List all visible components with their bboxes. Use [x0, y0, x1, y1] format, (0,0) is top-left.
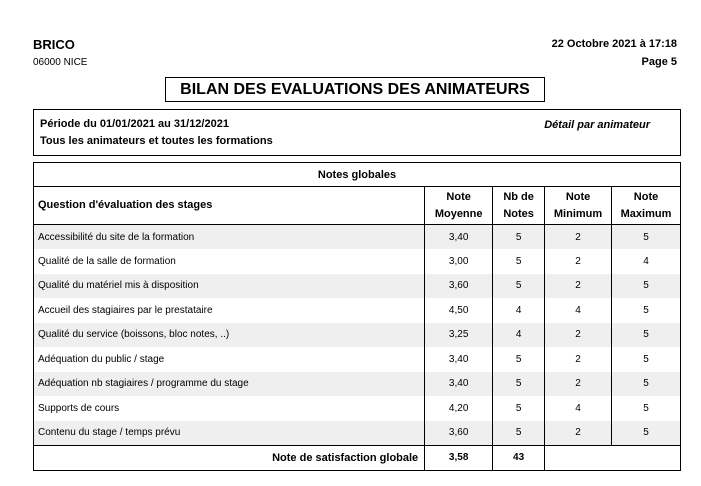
row-maximum: 5 — [612, 298, 681, 323]
row-question: Supports de cours — [34, 396, 425, 421]
report-period: Période du 01/01/2021 au 31/12/2021 — [40, 118, 229, 130]
row-average: 3,40 — [425, 347, 493, 372]
row-count: 4 — [493, 298, 545, 323]
table-row — [34, 298, 681, 323]
page-number: Page 5 — [641, 56, 677, 68]
row-average: 4,20 — [425, 396, 493, 421]
row-count: 4 — [493, 323, 545, 348]
evaluation-table — [33, 162, 681, 471]
column-header-count: Nb de Notes — [493, 187, 545, 225]
column-header-maximum: Note Maximum — [612, 187, 681, 225]
row-question: Accessibilité du site de la formation — [34, 225, 425, 250]
report-detail-label: Détail par animateur — [544, 119, 650, 131]
company-city: 06000 NICE — [33, 57, 88, 68]
row-question: Adéquation du public / stage — [34, 347, 425, 372]
total-label: Note de satisfaction globale — [34, 445, 425, 470]
row-maximum: 5 — [612, 323, 681, 348]
total-count: 43 — [493, 445, 545, 470]
table-row — [34, 225, 681, 250]
row-count: 5 — [493, 396, 545, 421]
row-question: Accueil des stagiaires par le prestataire — [34, 298, 425, 323]
column-header-average: Note Moyenne — [425, 187, 493, 225]
row-question: Qualité de la salle de formation — [34, 249, 425, 274]
table-total-row — [34, 445, 681, 470]
table-row — [34, 421, 681, 446]
row-minimum: 2 — [545, 372, 612, 397]
row-minimum: 2 — [545, 323, 612, 348]
row-count: 5 — [493, 225, 545, 250]
row-minimum: 4 — [545, 396, 612, 421]
table-row — [34, 396, 681, 421]
row-minimum: 4 — [545, 298, 612, 323]
row-average: 3,40 — [425, 372, 493, 397]
row-minimum: 2 — [545, 225, 612, 250]
column-header-question: Question d'évaluation des stages — [34, 187, 425, 225]
row-average: 3,00 — [425, 249, 493, 274]
table-row — [34, 274, 681, 299]
row-minimum: 2 — [545, 249, 612, 274]
row-count: 5 — [493, 421, 545, 446]
row-minimum: 2 — [545, 421, 612, 446]
row-minimum: 2 — [545, 347, 612, 372]
row-maximum: 5 — [612, 274, 681, 299]
row-average: 3,25 — [425, 323, 493, 348]
row-question: Qualité du matériel mis à disposition — [34, 274, 425, 299]
report-title: BILAN DES EVALUATIONS DES ANIMATEURS — [165, 77, 545, 102]
row-minimum: 2 — [545, 274, 612, 299]
total-empty-cell — [545, 445, 681, 470]
row-average: 3,60 — [425, 274, 493, 299]
row-count: 5 — [493, 274, 545, 299]
row-maximum: 4 — [612, 249, 681, 274]
row-question: Adéquation nb stagiaires / programme du stage — [34, 372, 425, 397]
column-header-minimum: Note Minimum — [545, 187, 612, 225]
table-row — [34, 323, 681, 348]
row-question: Qualité du service (boissons, bloc notes, ..) — [34, 323, 425, 348]
row-maximum: 5 — [612, 421, 681, 446]
report-date: 22 Octobre 2021 à 17:18 — [551, 38, 677, 50]
row-maximum: 5 — [612, 396, 681, 421]
table-row — [34, 347, 681, 372]
row-maximum: 5 — [612, 372, 681, 397]
table-header-row — [34, 187, 681, 225]
row-question: Contenu du stage / temps prévu — [34, 421, 425, 446]
row-count: 5 — [493, 347, 545, 372]
table-row — [34, 372, 681, 397]
company-name: BRICO — [33, 37, 75, 52]
report-info-box — [33, 109, 681, 156]
table-section-title-row — [34, 163, 681, 187]
table-section-title: Notes globales — [34, 163, 681, 187]
report-scope: Tous les animateurs et toutes les formations — [40, 135, 273, 147]
row-average: 3,40 — [425, 225, 493, 250]
total-average: 3,58 — [425, 445, 493, 470]
row-average: 4,50 — [425, 298, 493, 323]
row-maximum: 5 — [612, 347, 681, 372]
row-count: 5 — [493, 372, 545, 397]
row-count: 5 — [493, 249, 545, 274]
row-maximum: 5 — [612, 225, 681, 250]
table-row — [34, 249, 681, 274]
row-average: 3,60 — [425, 421, 493, 446]
